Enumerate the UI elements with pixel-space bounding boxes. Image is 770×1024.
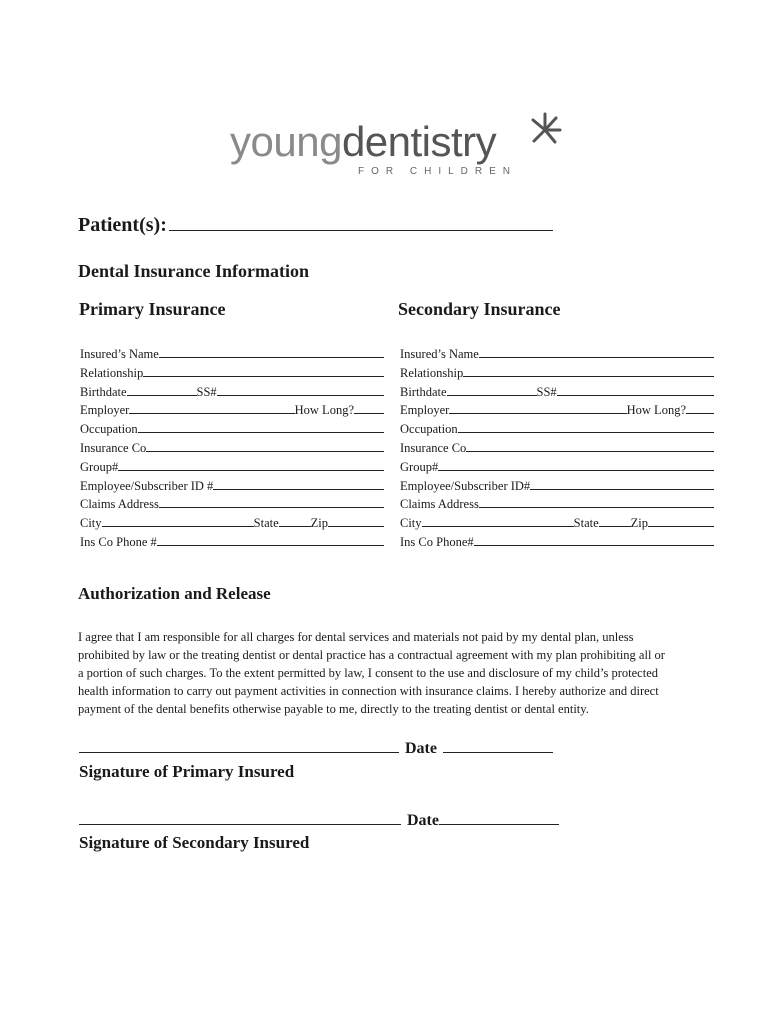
primary-occupation-field[interactable]: Occupation: [80, 420, 384, 439]
primary-fields: [80, 345, 384, 552]
secondary-insurance-co-field[interactable]: Insurance Co: [400, 439, 714, 458]
primary-claims-address-field[interactable]: Claims Address: [80, 495, 384, 514]
logo-wordmark: youngdentistry: [230, 118, 497, 165]
primary-signature-line[interactable]: [79, 738, 399, 753]
patients-field[interactable]: Patient(s):: [78, 212, 553, 237]
secondary-occupation-field[interactable]: Occupation: [400, 420, 714, 439]
secondary-date-label: Date: [407, 812, 439, 829]
primary-insured-name-field[interactable]: Insured’s Name: [80, 345, 384, 364]
primary-signature-label: Signature of Primary Insured: [79, 762, 295, 781]
secondary-signature-label: Signature of Secondary Insured: [79, 833, 310, 852]
logo-tagline: FOR CHILDREN: [358, 166, 518, 177]
authorization-heading: Authorization and Release: [78, 584, 271, 603]
primary-subscriber-id-field[interactable]: Employee/Subscriber ID #: [80, 477, 384, 496]
secondary-signature-line[interactable]: [79, 810, 401, 825]
primary-signature-row: [79, 738, 553, 758]
secondary-insured-name-field[interactable]: Insured’s Name: [400, 345, 714, 364]
primary-employer-field[interactable]: Employer How Long?: [80, 401, 384, 420]
patients-line[interactable]: [169, 212, 553, 231]
primary-relationship-field[interactable]: Relationship: [80, 364, 384, 383]
secondary-fields: [400, 345, 714, 552]
primary-insurance-co-field[interactable]: Insurance Co: [80, 439, 384, 458]
sparkle-icon: [525, 110, 565, 150]
secondary-claims-address-field[interactable]: Claims Address: [400, 495, 714, 514]
secondary-signature-row: [79, 810, 559, 830]
secondary-city-state-zip-field[interactable]: City State Zip: [400, 514, 714, 533]
primary-group-field[interactable]: Group#: [80, 458, 384, 477]
primary-date-line[interactable]: [443, 738, 553, 753]
practice-logo: [230, 118, 570, 190]
secondary-relationship-field[interactable]: Relationship: [400, 364, 714, 383]
secondary-birthdate-field[interactable]: Birthdate SS#: [400, 383, 714, 402]
secondary-date-line[interactable]: [439, 810, 559, 825]
secondary-subscriber-id-field[interactable]: Employee/Subscriber ID#: [400, 477, 714, 496]
primary-birthdate-field[interactable]: Birthdate SS#: [80, 383, 384, 402]
secondary-employer-field[interactable]: Employer How Long?: [400, 401, 714, 420]
secondary-heading: Secondary Insurance: [398, 299, 561, 319]
primary-ins-phone-field[interactable]: Ins Co Phone #: [80, 533, 384, 552]
authorization-text: I agree that I am responsible for all charges for dental services and materials not paid by my dental plan, unless prohibited by law or the treating dentist or dental practice has a contractual agreement with my plan prohibiting all or a portion of such charges. To the extent permitted by law, I consent to the use and disclosure of my child’s protected health information to carry out payment activities in connection with insurance claims. I hereby authorize and direct payment of the dental benefits otherwise payable to me, directly to the treating dentist or dental entity.: [78, 630, 665, 716]
secondary-ins-phone-field[interactable]: Ins Co Phone#: [400, 533, 714, 552]
primary-date-label: Date: [405, 740, 437, 757]
section-title: Dental Insurance Information: [78, 261, 310, 281]
secondary-group-field[interactable]: Group#: [400, 458, 714, 477]
primary-city-state-zip-field[interactable]: City State Zip: [80, 514, 384, 533]
primary-heading: Primary Insurance: [79, 299, 226, 319]
